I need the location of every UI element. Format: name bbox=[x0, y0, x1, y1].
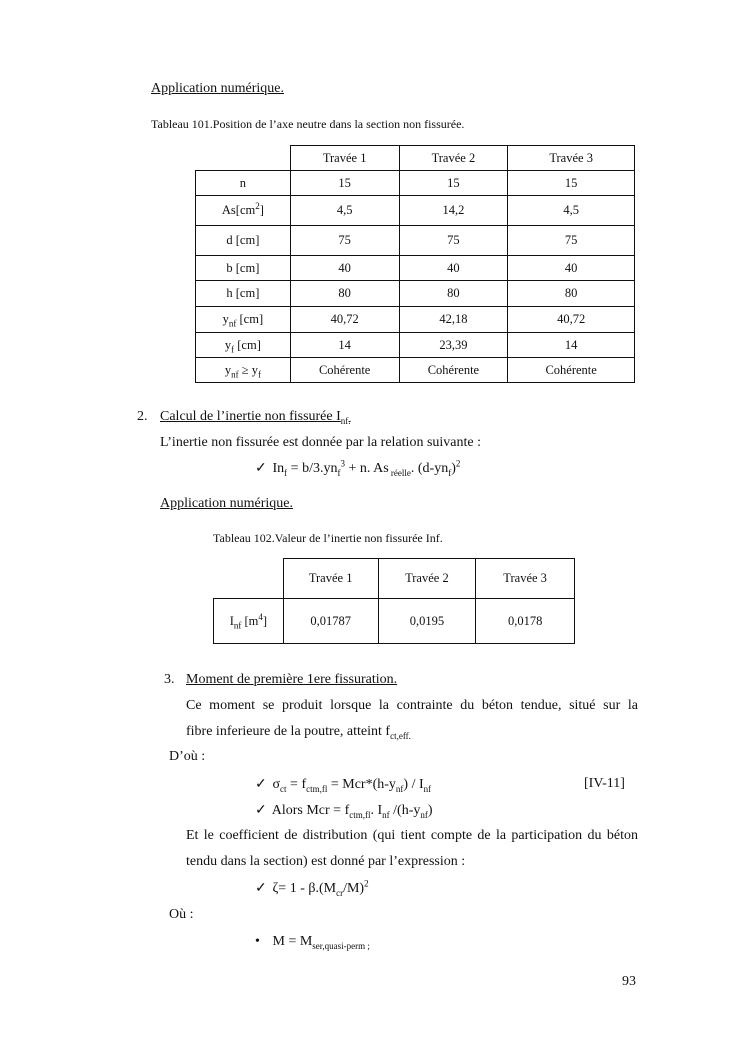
cell: 40 bbox=[290, 256, 399, 281]
coef-line-2: tendu dans la section) est donné par l’expression : bbox=[186, 854, 466, 869]
application-numerique-heading: Application numérique. bbox=[151, 81, 284, 96]
row-label: n bbox=[196, 171, 291, 196]
cell: 42,18 bbox=[399, 307, 508, 333]
section-3-para-line-1: Ce moment se produit lorsque la contrainte du béton tendue, situé sur la bbox=[186, 698, 638, 713]
section-3-number: 3. bbox=[164, 672, 175, 687]
ou-label: Où : bbox=[169, 907, 194, 922]
table-102-caption: Tableau 102.Valeur de l’inertie non fissurée Inf. bbox=[213, 531, 443, 545]
table-101-header: Travée 2 bbox=[399, 146, 508, 171]
table-101-header: Travée 3 bbox=[508, 146, 635, 171]
cell: 23,39 bbox=[399, 333, 508, 358]
table-row bbox=[214, 599, 575, 644]
cell: Cohérente bbox=[399, 358, 508, 383]
formula-mcr: ✓ Alors Mcr = $f_{ctm,fl}$. $I_{nf}$ $/(h-y_{nf})$ bbox=[255, 803, 433, 820]
cell: 15 bbox=[508, 171, 635, 196]
cell: Cohérente bbox=[508, 358, 635, 383]
cell: 14 bbox=[508, 333, 635, 358]
cell: 15 bbox=[399, 171, 508, 196]
table-102-header: Travée 3 bbox=[476, 559, 575, 599]
cell: Cohérente bbox=[290, 358, 399, 383]
equation-ref: [IV-11] bbox=[584, 776, 625, 791]
cell: 40 bbox=[508, 256, 635, 281]
table-101-header: Travée 1 bbox=[290, 146, 399, 171]
cell: 4,5 bbox=[290, 196, 399, 226]
application-numerique-heading-2: Application numérique. bbox=[160, 496, 293, 511]
row-label: h [cm] bbox=[196, 281, 291, 307]
table-101-corner bbox=[196, 146, 291, 171]
cell: 14,2 bbox=[399, 196, 508, 226]
cell: 75 bbox=[290, 226, 399, 256]
checkmark-icon: ✓ bbox=[255, 803, 267, 818]
cell: 0,01787 bbox=[283, 599, 378, 644]
checkmark-icon: ✓ bbox=[255, 461, 267, 476]
cell: 0,0195 bbox=[378, 599, 476, 644]
table-101 bbox=[195, 145, 635, 383]
cell: 40 bbox=[399, 256, 508, 281]
row-label: $y_{nf}$ [cm] bbox=[196, 307, 291, 333]
cell: 75 bbox=[399, 226, 508, 256]
formula-m: • $M = M_{ser,quasi-perm ;}$ bbox=[255, 934, 370, 951]
cell: 0,0178 bbox=[476, 599, 575, 644]
section-2-title: Calcul de l’inertie non fissurée $I_{nf.}$ bbox=[160, 409, 351, 426]
row-label: $y_f$ [cm] bbox=[196, 333, 291, 358]
table-row bbox=[196, 171, 635, 196]
table-row bbox=[196, 307, 635, 333]
table-102-header: Travée 2 bbox=[378, 559, 476, 599]
section-2-number: 2. bbox=[137, 409, 148, 424]
table-row bbox=[196, 226, 635, 256]
section-3-title: Moment de première 1ere fissuration. bbox=[186, 672, 398, 687]
table-102-header: Travée 1 bbox=[283, 559, 378, 599]
cell: 40,72 bbox=[508, 307, 635, 333]
table-row bbox=[196, 358, 635, 383]
table-row bbox=[196, 256, 635, 281]
row-label: $I_{nf}$ $[m^4]$ bbox=[214, 599, 284, 644]
table-101-caption: Tableau 101.Position de l’axe neutre dans la section non fissurée. bbox=[151, 117, 465, 131]
row-label: b [cm] bbox=[196, 256, 291, 281]
cell: 40,72 bbox=[290, 307, 399, 333]
table-row bbox=[196, 196, 635, 226]
row-label: $As[cm^2]$ bbox=[196, 196, 291, 226]
cell: 15 bbox=[290, 171, 399, 196]
table-102 bbox=[213, 558, 575, 644]
table-row bbox=[196, 281, 635, 307]
formula-sigma: ✓ $\sigma_{ct} = f_{ctm,fl} = Mcr*(h-y_{nf}) / I_{nf}$ bbox=[255, 777, 432, 794]
table-row bbox=[196, 333, 635, 358]
cell: 80 bbox=[399, 281, 508, 307]
checkmark-icon: ✓ bbox=[255, 777, 267, 792]
cell: 4,5 bbox=[508, 196, 635, 226]
table-102-corner bbox=[214, 559, 284, 599]
section-3-para-line-2: fibre inferieure de la poutre, atteint $f_{ct,eff.}$ bbox=[186, 724, 411, 741]
cell: 80 bbox=[290, 281, 399, 307]
bullet-icon: • bbox=[255, 934, 260, 949]
coef-line-1: Et le coefficient de distribution (qui tient compte de la participation du béton bbox=[186, 828, 638, 843]
cell: 80 bbox=[508, 281, 635, 307]
checkmark-icon: ✓ bbox=[255, 881, 267, 896]
cell: 75 bbox=[508, 226, 635, 256]
dou-label: D’où : bbox=[169, 749, 206, 764]
cell: 14 bbox=[290, 333, 399, 358]
row-label: d [cm] bbox=[196, 226, 291, 256]
formula-inertie: ✓ $In_f = b/3.yn_f^3 + n$. As $_{réelle}$. $(d-yn_f)^2$ bbox=[255, 458, 461, 478]
row-label: $y_{nf} \ge y_f$ bbox=[196, 358, 291, 383]
page-number: 93 bbox=[622, 974, 636, 989]
section-2-intro: L’inertie non fissurée est donnée par la relation suivante : bbox=[160, 435, 481, 450]
formula-zeta: ✓ $\zeta= 1 - \beta.(M_{cr}/M)^2$ bbox=[255, 878, 369, 898]
